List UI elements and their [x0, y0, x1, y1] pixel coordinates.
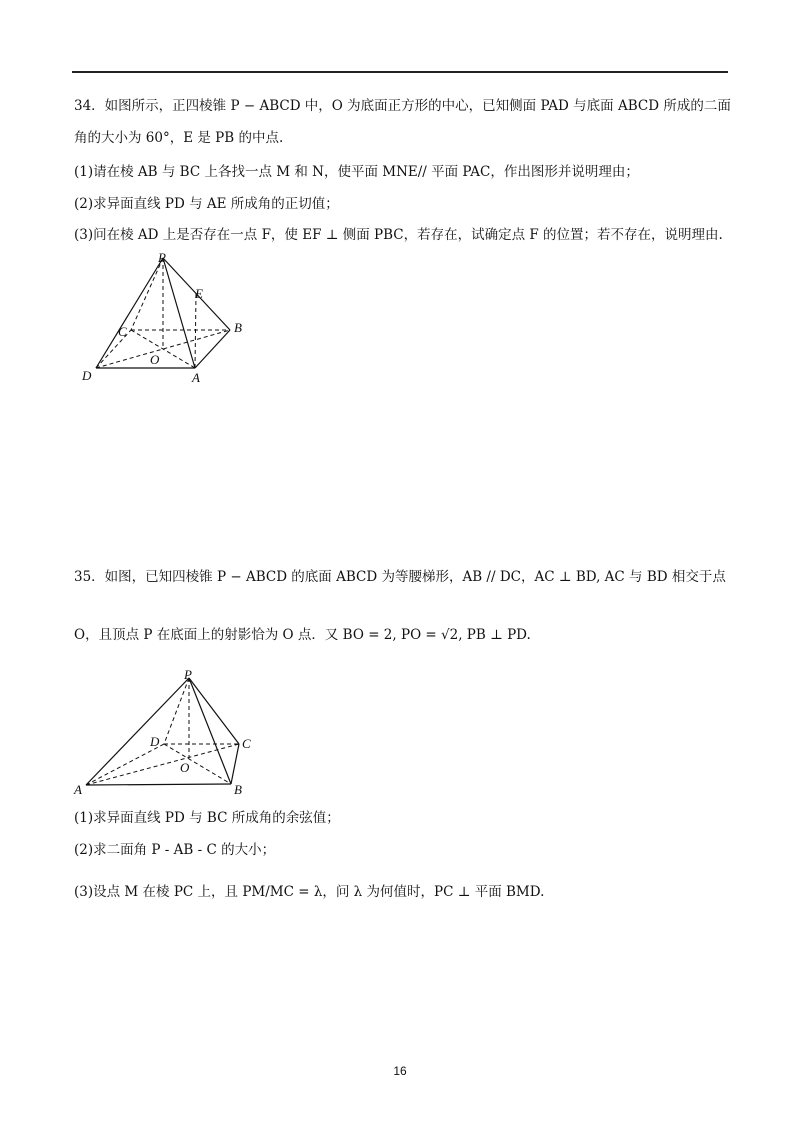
label-B: B [234, 782, 242, 796]
q35-line-1: 35．如图，已知四棱锥 P − ABCD 的底面 ABCD 为等腰梯形，AB // DC，AC ⊥ BD, AC 与 BD 相交于点 [74, 569, 726, 585]
label-P: P [158, 250, 166, 265]
label-C: C [242, 736, 251, 751]
label-A: A [192, 370, 200, 385]
page-number: 16 [393, 1064, 407, 1078]
q35-part-2: (2)求二面角 P - AB - C 的大小； [74, 842, 276, 858]
label-D: D [150, 734, 160, 749]
label-A: A [74, 782, 82, 796]
label-C: C [118, 324, 127, 339]
label-O: O [180, 760, 190, 775]
q34-pyramid-figure [78, 250, 258, 385]
label-E: E [195, 286, 203, 301]
label-D: D [82, 368, 92, 383]
q35-part-1: (1)求异面直线 PD 与 BC 所成角的余弦值； [74, 810, 340, 826]
q34-part-2: (2)求异面直线 PD 与 AE 所成角的正切值； [74, 196, 339, 212]
q35-line-2: O，且顶点 P 在底面上的射影恰为 O 点．又 BO = 2, PO = √2, PB ⊥ PD. [74, 627, 531, 643]
q34-line-2: 角的大小为 60°，E 是 PB 的中点. [74, 130, 284, 146]
top-rule [72, 71, 728, 73]
q35-part-3: (3)设点 M 在棱 PC 上，且 PM/MC = λ，问 λ 为何值时，PC ⊥ 平面 BMD. [74, 884, 545, 900]
q34-line-1: 34．如图所示，正四棱锥 P − ABCD 中，O 为底面正方形的中心，已知侧面 PAD 与底面 ABCD 所成的二面 [74, 98, 731, 114]
q34-part-3: (3)问在棱 AD 上是否存在一点 F，使 EF ⊥ 侧面 PBC，若存在，试确定点 F 的位置；若不存在，说明理由. [74, 227, 723, 243]
label-B: B [234, 320, 242, 335]
label-P: P [184, 667, 192, 682]
q34-part-1: (1)请在棱 AB 与 BC 上各找一点 M 和 N，使平面 MNE// 平面 PAC，作出图形并说明理由； [74, 164, 639, 180]
label-O: O [150, 352, 160, 367]
q35-pyramid-figure [72, 666, 262, 796]
